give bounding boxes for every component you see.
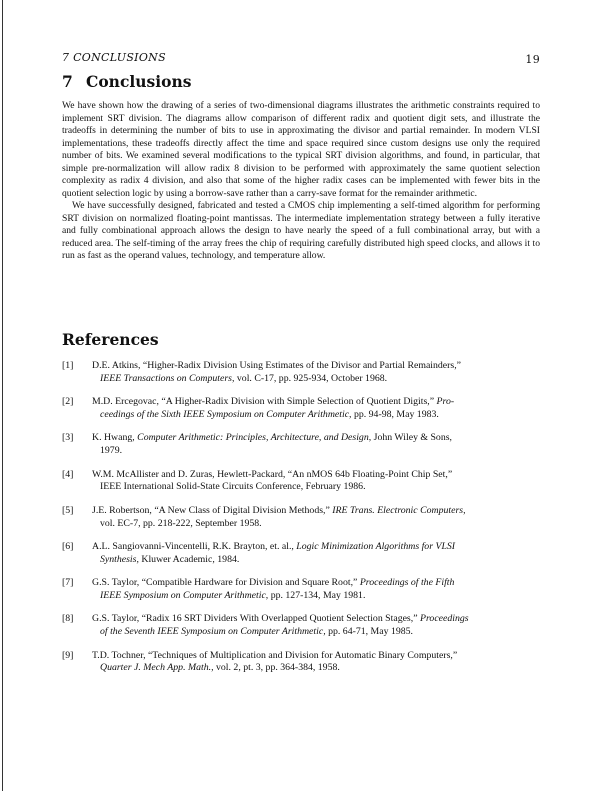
reference-venue: Quarter J. Mech App. Math., — [100, 662, 214, 674]
reference-text: G.S. Taylor, “Radix 16 SRT Dividers With Overlapped Quotient Selection Stages,” — [92, 613, 420, 625]
reference-line-1 — [92, 396, 540, 409]
reference-line-1 — [92, 577, 540, 590]
reference-line-1 — [92, 613, 540, 626]
section-title: Conclusions — [86, 72, 192, 91]
reference-details: pp. 127-134, May 1981. — [268, 589, 366, 601]
reference-text: A.L. Sangiovanni-Vincentelli, R.K. Brayton, et. al., — [92, 540, 297, 552]
reference-item — [62, 613, 540, 639]
reference-details: pp. 64-71, May 1985. — [325, 626, 414, 638]
reference-line-2 — [92, 481, 540, 494]
reference-text: G.S. Taylor, “Compatible Hardware for Division and Square Root,” — [92, 577, 360, 589]
reference-item — [62, 432, 540, 458]
reference-number: [9] — [62, 649, 74, 661]
reference-details: vol. 2, pt. 3, pp. 364-384, 1958. — [213, 662, 340, 674]
references-list — [62, 360, 540, 686]
reference-venue: IEEE Transactions on Computers, — [100, 372, 235, 384]
reference-text: D.E. Atkins, “Higher-Radix Division Using Estimates of the Divisor and Partial Remainders,” — [92, 360, 462, 371]
reference-number: [5] — [62, 504, 74, 516]
running-head-section: 7 CONCLUSIONS — [62, 51, 166, 64]
reference-details: IEEE International Solid-State Circuits Conference, February 1986. — [100, 481, 366, 493]
reference-details: Kluwer Academic, 1984. — [138, 553, 240, 565]
scan-edge-line — [2, 0, 3, 791]
reference-number: [7] — [62, 577, 74, 589]
reference-venue: of the Seventh IEEE Symposium on Computer Arithmetic, — [100, 626, 326, 638]
reference-number: [2] — [62, 396, 74, 408]
reference-line-1 — [92, 505, 540, 518]
reference-details: vol. C-17, pp. 925-934, October 1968. — [234, 372, 388, 384]
reference-line-1 — [92, 432, 540, 445]
reference-text: W.M. McAllister and D. Zuras, Hewlett-Packard, “An nMOS 64b Floating-Point Chip Set,” — [92, 468, 453, 480]
reference-line-1 — [92, 541, 540, 554]
page-number: 19 — [525, 53, 540, 66]
reference-item — [62, 469, 540, 495]
reference-item — [62, 541, 540, 567]
reference-details: John Wiley & Sons, — [371, 432, 452, 444]
reference-number: [8] — [62, 613, 74, 625]
paragraph-1: We have shown how the drawing of a series of two-dimensional diagrams illustrates the arithmetic constraints required to implement SRT division. The diagrams allow comparison of different radix and quotient digit sets, and illustrate the tradeoffs in determining the number of bits to use in approximating the divisor and partial remainder. In modern VLSI implementations, these tradeoffs directly affect the time and space required since custom designs use only the required number of bits. We examined several modifications to the typical SRT division algorithms, and found, in particular, that simple pre-normalization will allow radix 8 division to be performed with approximately the same quotient selection complexity as radix 4 division, and also that some of the higher radix cases can be implemented with fewer bits in the quotient selection logic by using a borrow-save rather than a carry-save format for the remainder arithmetic. — [62, 100, 540, 199]
reference-line-2 — [92, 554, 540, 567]
reference-line-2 — [92, 626, 540, 639]
section-heading — [62, 72, 192, 91]
reference-text: M.D. Ercegovac, “A Higher-Radix Division with Simple Selection of Quotient Digits,” — [92, 396, 437, 408]
reference-line-1 — [92, 360, 540, 373]
reference-line-1 — [92, 469, 540, 482]
reference-item — [62, 650, 540, 676]
reference-details: 1979. — [100, 445, 123, 457]
paragraph-2: We have successfully designed, fabricated and tested a CMOS chip implementing a self-timed algorithm for performing SRT division on normalized floating-point mantissas. The intermediate implementation strategy between a fully iterative and fully combinational approach allows the design to have nearly the speed of a full combinational array, but with a reduced area. The self-timing of the array frees the chip of requiring carefully distributed high speed clocks, and allows it to run as fast as the operand values, technology, and temperature allow. — [62, 200, 540, 261]
reference-line-2 — [92, 590, 540, 603]
reference-details: pp. 94-98, May 1983. — [351, 408, 439, 420]
running-head — [62, 51, 540, 64]
reference-details: vol. EC-7, pp. 218-222, September 1958. — [100, 517, 262, 529]
reference-venue: IEEE Symposium on Computer Arithmetic, — [100, 589, 269, 601]
conclusions-body — [62, 100, 540, 263]
reference-line-2 — [92, 518, 540, 531]
reference-item — [62, 505, 540, 531]
reference-item — [62, 577, 540, 603]
reference-venue: Computer Arithmetic: Principles, Architecture, and Design, — [137, 432, 372, 444]
reference-line-2 — [92, 662, 540, 675]
reference-line-2 — [92, 445, 540, 458]
reference-item — [62, 396, 540, 422]
reference-text: K. Hwang, — [92, 432, 138, 444]
reference-line-2 — [92, 409, 540, 422]
reference-number: [4] — [62, 468, 74, 480]
reference-number: [3] — [62, 432, 74, 444]
reference-line-1 — [92, 650, 540, 663]
reference-venue: Logic Minimization Algorithms for VLSI — [296, 540, 456, 552]
reference-item — [62, 360, 540, 386]
reference-venue: IRE Trans. Electronic Computers, — [332, 504, 466, 516]
reference-line-2 — [92, 373, 540, 386]
reference-venue: Proceedings of the Fifth — [359, 577, 455, 589]
reference-number: [1] — [62, 360, 74, 371]
references-heading: References — [62, 330, 159, 349]
reference-number: [6] — [62, 540, 74, 552]
reference-text: T.D. Tochner, “Techniques of Multiplication and Division for Automatic Binary Computers,” — [92, 649, 458, 661]
reference-venue: ceedings of the Sixth IEEE Symposium on Computer Arithmetic, — [100, 408, 352, 420]
reference-text: J.E. Robertson, “A New Class of Digital Division Methods,” — [92, 504, 333, 516]
reference-venue: Synthesis, — [100, 553, 139, 565]
reference-venue: Proceedings — [420, 613, 469, 625]
section-number: 7 — [62, 72, 73, 91]
reference-venue: Pro- — [436, 396, 455, 408]
